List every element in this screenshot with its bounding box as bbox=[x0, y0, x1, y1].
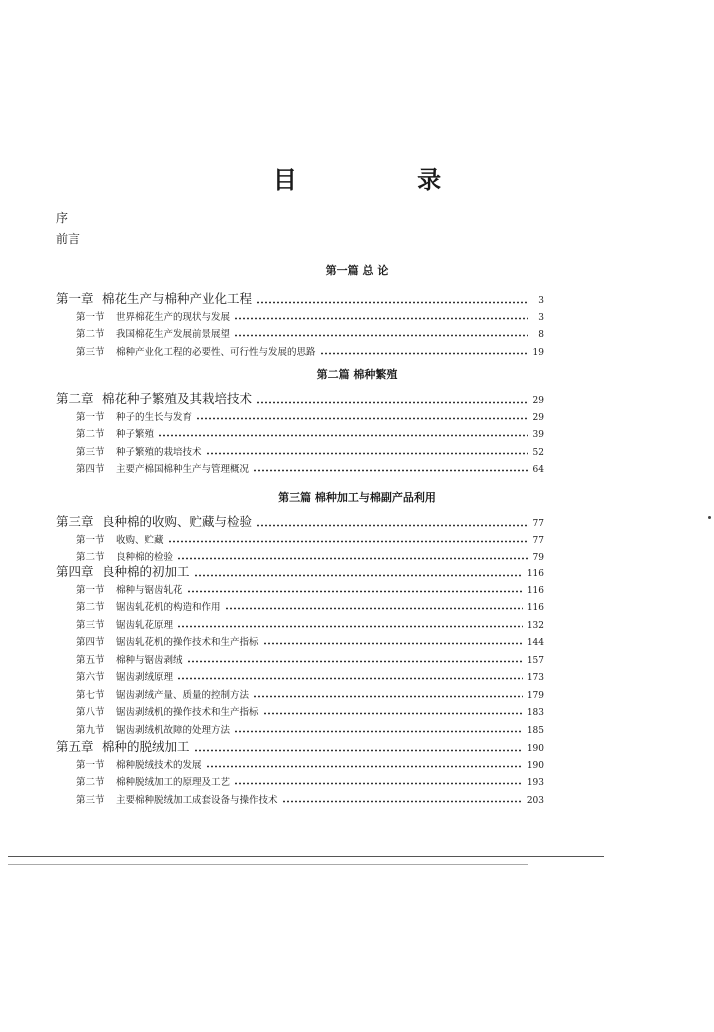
section-title: 棉种与锯齿剥绒 bbox=[116, 654, 183, 666]
section-title: 种子的生长与发育 bbox=[116, 411, 193, 423]
page-number: 144 bbox=[526, 638, 544, 648]
dot-leader bbox=[177, 557, 528, 560]
dot-leader bbox=[253, 469, 528, 472]
section-entry[interactable] bbox=[76, 444, 544, 458]
section-entry[interactable] bbox=[76, 774, 544, 788]
page-number: 64 bbox=[532, 465, 544, 475]
chapter-number: 第五章 bbox=[56, 739, 94, 754]
section-number: 第五节 bbox=[76, 654, 105, 666]
part-heading: 第三篇 棉种加工与棉副产品利用 bbox=[278, 491, 436, 504]
page-number: 52 bbox=[532, 447, 544, 458]
section-entry[interactable] bbox=[76, 461, 544, 475]
section-title: 锯齿剥绒原理 bbox=[116, 672, 174, 683]
page-number: 116 bbox=[526, 585, 544, 596]
dot-leader bbox=[187, 660, 523, 663]
section-entry[interactable] bbox=[76, 532, 544, 546]
section-title: 收购、贮藏 bbox=[116, 534, 164, 546]
section-entry[interactable] bbox=[76, 687, 544, 701]
section-title: 棉种脱绒技术的发展 bbox=[116, 759, 202, 771]
section-entry[interactable] bbox=[76, 704, 544, 718]
section-entry[interactable] bbox=[76, 757, 544, 771]
page-number: 132 bbox=[526, 620, 544, 631]
page-number: 190 bbox=[526, 760, 544, 771]
page-number: 77 bbox=[532, 535, 544, 546]
section-entry[interactable] bbox=[76, 582, 544, 596]
section-number: 第三节 bbox=[76, 619, 105, 631]
page-number: 173 bbox=[526, 673, 544, 683]
chapter-entry[interactable] bbox=[56, 562, 544, 580]
page-number: 185 bbox=[526, 725, 544, 736]
section-entry[interactable] bbox=[76, 722, 544, 736]
section-title: 种子繁殖 bbox=[116, 429, 155, 440]
dot-leader bbox=[234, 782, 523, 785]
chapter-title: 棉花生产与棉种产业化工程 bbox=[102, 291, 253, 306]
page-number: 157 bbox=[526, 655, 544, 666]
section-number: 第二节 bbox=[76, 329, 105, 340]
page-number: 29 bbox=[532, 396, 544, 406]
section-number: 第一节 bbox=[76, 584, 105, 596]
page-number: 3 bbox=[538, 296, 544, 306]
section-number: 第三节 bbox=[76, 346, 105, 358]
chapter-entry[interactable] bbox=[56, 512, 544, 530]
dot-leader bbox=[177, 677, 523, 680]
dot-leader bbox=[234, 317, 528, 320]
part-heading: 第一篇 总 论 bbox=[325, 264, 389, 277]
section-title: 锯齿轧花机的操作技术和生产指标 bbox=[116, 637, 259, 648]
section-title: 棉种脱绒加工的原理及工艺 bbox=[116, 777, 231, 788]
section-number: 第二节 bbox=[76, 552, 105, 563]
page-number: 79 bbox=[532, 553, 544, 563]
chapter-title: 棉种的脱绒加工 bbox=[102, 739, 190, 754]
section-number: 第三节 bbox=[76, 794, 105, 806]
section-entry[interactable] bbox=[76, 792, 544, 806]
dot-leader bbox=[234, 334, 528, 337]
section-title: 世界棉花生产的现状与发展 bbox=[116, 311, 231, 323]
chapter-entry[interactable] bbox=[56, 289, 544, 307]
chapter-title: 良种棉的收购、贮藏与检验 bbox=[102, 514, 253, 529]
page-number: 3 bbox=[538, 312, 544, 323]
section-number: 第六节 bbox=[76, 672, 105, 683]
page-number: 8 bbox=[538, 330, 544, 340]
page-number: 203 bbox=[526, 795, 544, 806]
chapter-number: 第一章 bbox=[56, 291, 94, 306]
dot-leader bbox=[194, 574, 523, 577]
section-entry[interactable] bbox=[76, 326, 544, 340]
dot-leader bbox=[263, 712, 523, 715]
section-title: 种子繁殖的栽培技术 bbox=[116, 446, 202, 458]
section-entry[interactable] bbox=[76, 617, 544, 631]
page-number: 190 bbox=[526, 744, 544, 754]
part-heading: 第二篇 棉种繁殖 bbox=[316, 368, 398, 381]
dot-leader bbox=[225, 607, 523, 610]
section-number: 第三节 bbox=[76, 446, 105, 458]
page-number: 77 bbox=[532, 519, 544, 529]
dot-leader bbox=[263, 642, 523, 645]
section-title: 锯齿剥绒机故障的处理方法 bbox=[116, 724, 231, 736]
section-title: 锯齿轧花机的构造和作用 bbox=[116, 602, 221, 613]
page-number: 39 bbox=[532, 430, 544, 440]
section-number: 第一节 bbox=[76, 411, 105, 423]
chapter-title: 棉花种子繁殖及其栽培技术 bbox=[102, 391, 253, 406]
foreword-entry: 前言 bbox=[56, 232, 81, 246]
section-number: 第一节 bbox=[76, 759, 105, 771]
dot-leader bbox=[196, 417, 528, 420]
section-number: 第二节 bbox=[76, 602, 105, 613]
section-number: 第二节 bbox=[76, 429, 105, 440]
chapter-title: 良种棉的初加工 bbox=[102, 564, 190, 579]
dot-leader bbox=[320, 352, 528, 355]
section-title: 锯齿轧花原理 bbox=[116, 619, 174, 631]
dot-leader bbox=[158, 434, 528, 437]
section-number: 第二节 bbox=[76, 777, 105, 788]
page-number: 19 bbox=[532, 347, 544, 358]
chapter-entry[interactable] bbox=[56, 737, 544, 755]
dot-leader bbox=[282, 800, 523, 803]
scan-speck bbox=[708, 516, 711, 519]
page-edge-line bbox=[8, 856, 604, 857]
section-number: 第七节 bbox=[76, 689, 105, 701]
dot-leader bbox=[206, 765, 523, 768]
section-title: 棉种产业化工程的必要性、可行性与发展的思路 bbox=[116, 346, 316, 358]
section-title: 主要产棉国棉种生产与管理概况 bbox=[116, 464, 250, 475]
page-number: 29 bbox=[532, 412, 544, 423]
section-title: 棉种与锯齿轧花 bbox=[116, 584, 183, 596]
section-entry[interactable] bbox=[76, 426, 544, 440]
dot-leader bbox=[253, 695, 523, 698]
chapter-entry[interactable] bbox=[56, 389, 544, 407]
dot-leader bbox=[177, 625, 523, 628]
section-entry[interactable] bbox=[76, 634, 544, 648]
dot-leader bbox=[256, 524, 528, 527]
section-number: 第四节 bbox=[76, 464, 105, 475]
section-number: 第四节 bbox=[76, 637, 105, 648]
chapter-number: 第三章 bbox=[56, 514, 94, 529]
page-title: 目 录 bbox=[272, 166, 498, 194]
section-entry[interactable] bbox=[76, 309, 544, 323]
dot-leader bbox=[187, 590, 523, 593]
page-edge-line-faint bbox=[8, 864, 528, 865]
section-entry[interactable] bbox=[76, 669, 544, 683]
section-number: 第九节 bbox=[76, 724, 105, 736]
section-entry[interactable] bbox=[76, 549, 544, 563]
section-entry[interactable] bbox=[76, 599, 544, 613]
dot-leader bbox=[168, 540, 528, 543]
section-title: 锯齿剥绒机的操作技术和生产指标 bbox=[116, 707, 259, 718]
dot-leader bbox=[194, 749, 523, 752]
page-number: 116 bbox=[526, 603, 544, 613]
section-number: 第一节 bbox=[76, 311, 105, 323]
dot-leader bbox=[256, 301, 528, 304]
page-number: 116 bbox=[526, 569, 544, 579]
section-title: 我国棉花生产发展前景展望 bbox=[116, 329, 231, 340]
dot-leader bbox=[206, 452, 528, 455]
section-entry[interactable] bbox=[76, 409, 544, 423]
section-number: 第一节 bbox=[76, 534, 105, 546]
page-number: 183 bbox=[526, 708, 544, 718]
chapter-number: 第四章 bbox=[56, 564, 94, 579]
dot-leader bbox=[234, 730, 523, 733]
section-entry[interactable] bbox=[76, 652, 544, 666]
section-title: 主要棉种脱绒加工成套设备与操作技术 bbox=[116, 794, 278, 806]
dot-leader bbox=[256, 401, 528, 404]
page-number: 179 bbox=[526, 690, 544, 701]
chapter-number: 第二章 bbox=[56, 391, 94, 406]
section-number: 第八节 bbox=[76, 707, 105, 718]
section-title: 良种棉的检验 bbox=[116, 552, 174, 563]
page-number: 193 bbox=[526, 778, 544, 788]
section-entry[interactable] bbox=[76, 344, 544, 358]
preface-entry: 序 bbox=[56, 211, 69, 225]
section-title: 锯齿剥绒产量、质量的控制方法 bbox=[116, 689, 250, 701]
